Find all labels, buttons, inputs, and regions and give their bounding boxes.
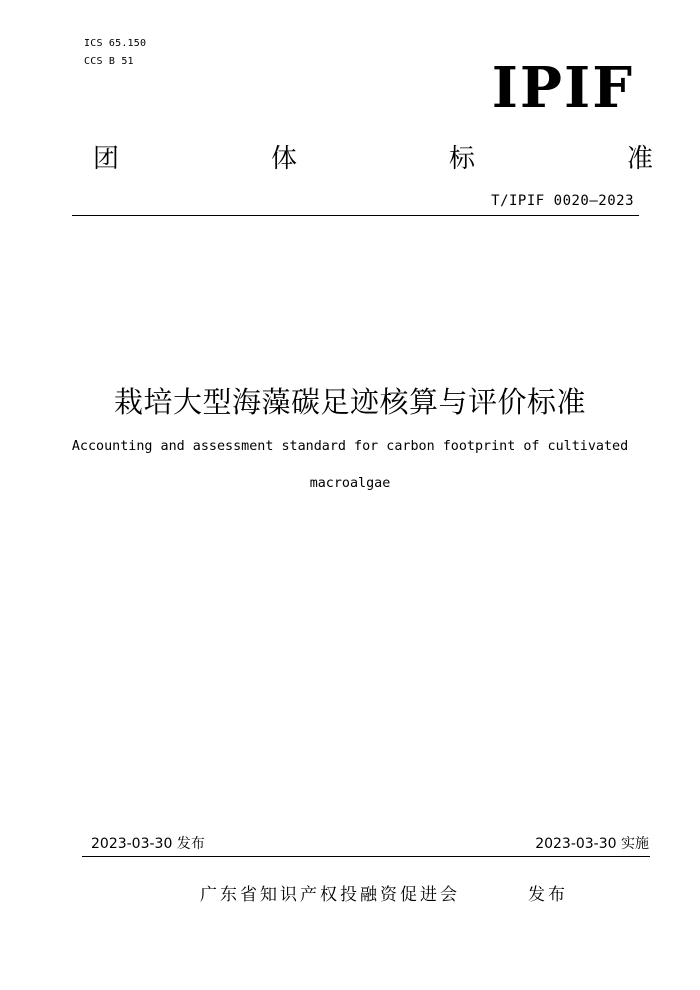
title-english-line-1: Accounting and assessment standard for carbon footprint of cultivated <box>71 439 629 454</box>
publisher-suffix: 发布 <box>528 885 568 905</box>
header-divider <box>72 215 639 216</box>
implement-date: 2023-03-30 实施 <box>535 836 649 852</box>
ipif-logo: IPIF <box>491 55 634 121</box>
ccs-code: CCS B 51 <box>84 56 134 67</box>
title-english-line-2: macroalgae <box>309 476 391 491</box>
title-chinese: 栽培大型海藻碳足迹核算与评价标准 <box>113 385 586 419</box>
standard-type-char-4: 准 <box>627 144 654 174</box>
standard-type-char-2: 体 <box>271 144 298 174</box>
publisher-name: 广东省知识产权投融资促进会 <box>200 885 460 905</box>
footer-divider <box>82 856 650 857</box>
standard-type-char-1: 团 <box>93 144 120 174</box>
publish-date: 2023-03-30 发布 <box>91 836 205 852</box>
ics-code: ICS 65.150 <box>84 38 147 49</box>
standard-type-char-3: 标 <box>449 144 476 174</box>
standard-number: T/IPIF 0020—2023 <box>491 193 634 209</box>
